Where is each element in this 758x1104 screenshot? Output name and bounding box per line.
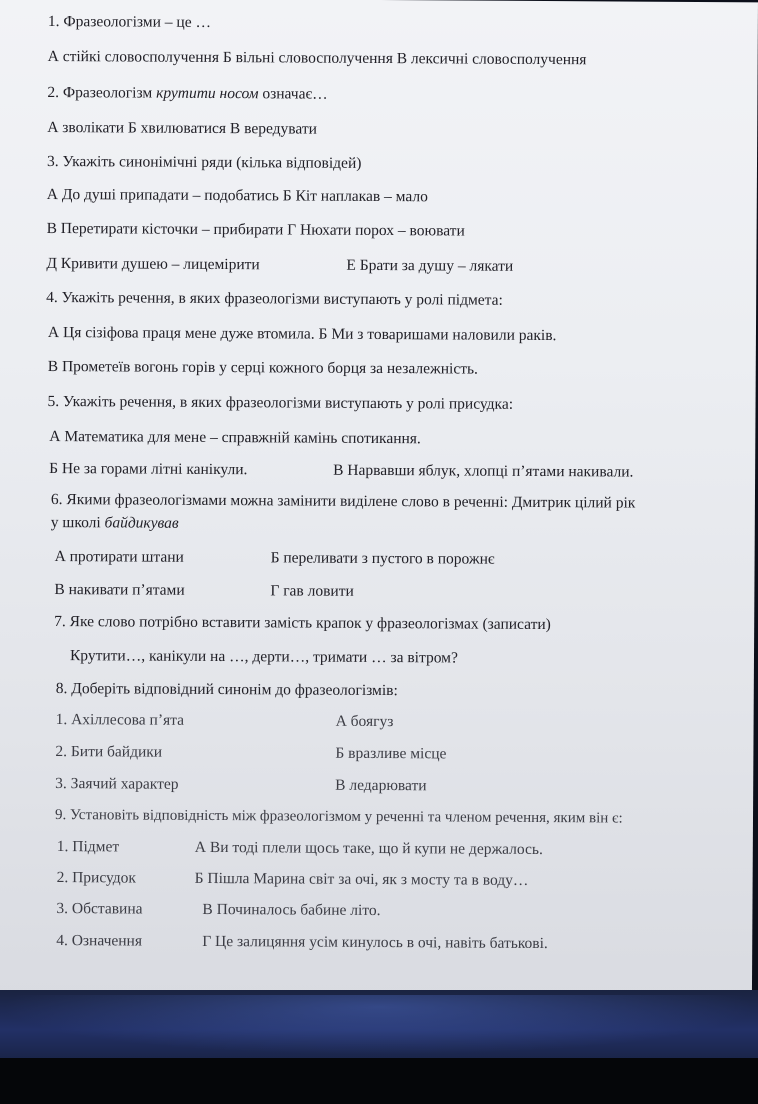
q4-title: 4. Укажіть речення, в яких фразеологізми виступають у ролі підмета: xyxy=(46,288,503,309)
q3-row3-right: Е Брати за душу – лякати xyxy=(346,256,514,275)
q9-left-2: 2. Присудок xyxy=(56,869,137,887)
q6-highlighted-word: байдикував xyxy=(104,514,179,532)
q8-left-1: 1. Ахіллесова п’ята xyxy=(55,711,185,729)
q6-option-c: В накивати п’ятами xyxy=(54,581,185,599)
q6-title-line1: 6. Якими фразеологізмами можна замінити виділене слово в реченні: Дмитрик цілий рік xyxy=(50,491,636,512)
q5-title: 5. Укажіть речення, в яких фразеологізми виступають у ролі присудка: xyxy=(47,392,514,413)
q8-left-3: 3. Заячий характер xyxy=(55,775,179,793)
q5-row2-right: В Нарвавши яблук, хлопці п’ятами накивали. xyxy=(333,461,634,481)
q5-row2-left: Б Не за горами літні канікули. xyxy=(49,459,248,479)
q4-row2: В Прометеїв вогонь горів у серці кожного борця за незалежність. xyxy=(47,357,479,378)
q2-title xyxy=(47,84,327,104)
q2-options: А зволікати Б хвилюватися В вередувати xyxy=(47,118,318,138)
q9-left-3: 3. Обставина xyxy=(56,900,143,918)
q6-title-line2 xyxy=(51,514,179,533)
q2-title-post: означає… xyxy=(258,85,328,103)
q7-body: Крутити…, канікули на …, дерти…, тримати … за вітром? xyxy=(69,647,458,667)
q3-row2: В Перетирати кісточки – прибирати Г Нюхати порох – воювати xyxy=(46,219,465,240)
q6-title-line2-text: у школі xyxy=(50,514,105,532)
q6-option-d: Г гав ловити xyxy=(270,582,354,600)
q2-phrase: крутити носом xyxy=(156,84,259,103)
q8-title: 8. Доберіть відповідний синонім до фразеологізмів: xyxy=(55,680,398,700)
q8-right-1: А боягуз xyxy=(335,712,394,731)
monitor-glow xyxy=(0,995,758,1055)
q9-left-1: 1. Підмет xyxy=(56,838,120,856)
q7-title: 7. Яке слово потрібно вставити замість крапок у фразеологізмах (записати) xyxy=(54,613,551,634)
q6-option-a: А протирати штани xyxy=(54,548,184,566)
q9-right-3: В Починалось бабине літо. xyxy=(202,900,381,920)
q9-right-1: А Ви тоді плели щось таке, що й купи не держалось. xyxy=(194,838,543,859)
q8-left-2: 2. Бити байдики xyxy=(55,743,163,761)
q9-title: 9. Установіть відповідність між фразеологізмом у реченні та членом речення, яким він є: xyxy=(54,807,623,827)
q6-option-b: Б переливати з пустого в порожнє xyxy=(270,549,495,568)
q2-title-pre: 2. Фразеологізм xyxy=(47,83,157,102)
q4-row1: А Ця сізіфова праця мене дуже втомила. Б Ми з товаришами наловили раків. xyxy=(47,323,557,345)
q3-row3-left: Д Кривити душею – лицемірити xyxy=(46,254,260,274)
q9-right-2: Б Пішла Марина світ за очі, як з мосту та в воду… xyxy=(194,869,529,889)
q3-row1: А До душі припадати – подобатись Б Кіт наплакав – мало xyxy=(46,185,428,206)
q8-right-2: Б вразливе місце xyxy=(335,744,447,763)
q1-options: А стійкі словосполучення Б вільні словосполучення В лексичні словосполучення xyxy=(47,47,587,69)
q9-right-4: Г Це залицяння усім кинулось в очі, навіть батькові. xyxy=(202,932,548,953)
q8-right-3: В ледарювати xyxy=(335,776,427,795)
q3-title: 3. Укажіть синонімічні ряди (кілька відповідей) xyxy=(46,152,362,172)
q1-title: 1. Фразеологізми – це … xyxy=(47,12,212,31)
monitor-bezel xyxy=(0,1058,758,1104)
q9-left-4: 4. Означення xyxy=(56,932,143,950)
q5-row1: А Математика для мене – справжній камінь спотикання. xyxy=(49,427,421,448)
